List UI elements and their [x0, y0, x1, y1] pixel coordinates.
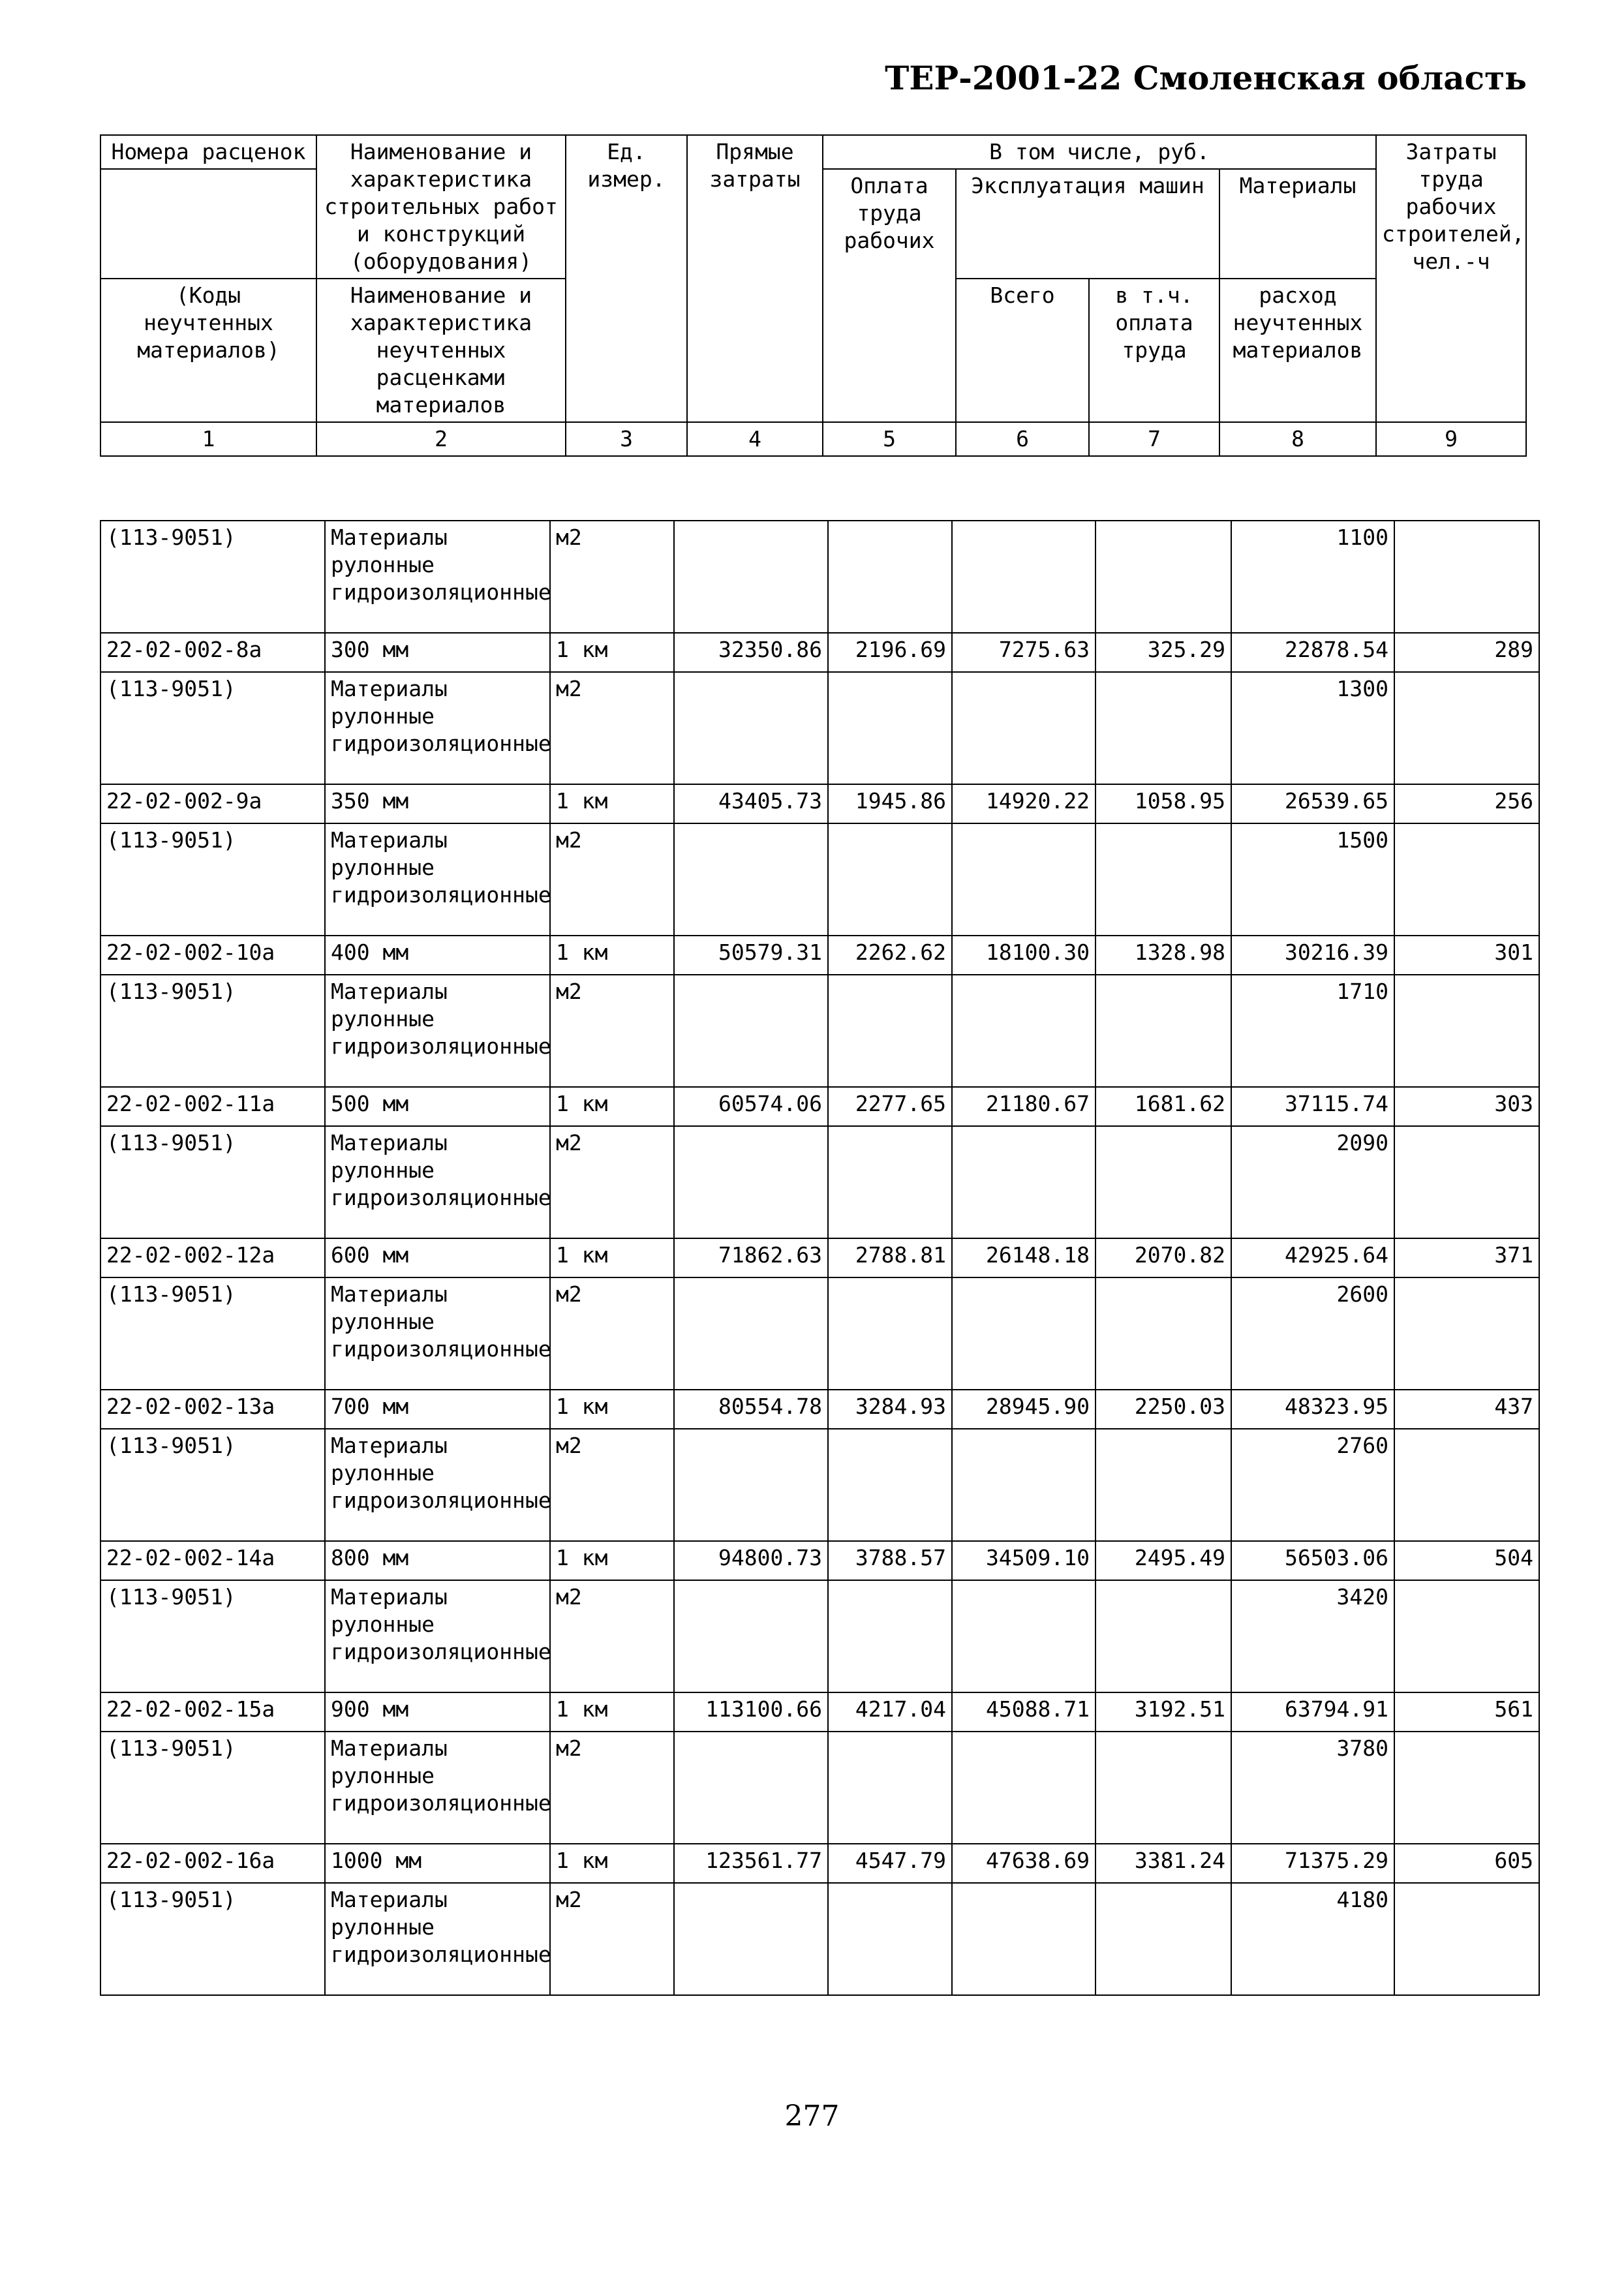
worker-pay-cell: [828, 672, 952, 784]
machine-total-cell: 34509.10: [952, 1541, 1095, 1580]
worker-pay-cell: 2788.81: [828, 1238, 952, 1277]
worker-pay-cell: 1945.86: [828, 784, 952, 823]
labor-hours-cell: [1394, 975, 1539, 1087]
labor-hours-cell: 561: [1394, 1692, 1539, 1732]
worker-pay-cell: [828, 1429, 952, 1541]
rate-code-cell: (113-9051): [100, 1277, 325, 1390]
column-number: 5: [823, 422, 956, 456]
materials-cell: 3780: [1231, 1732, 1394, 1844]
labor-hours-cell: 504: [1394, 1541, 1539, 1580]
machine-labor-cell: [1095, 1732, 1231, 1844]
rate-code-cell: 22-02-002-11a: [100, 1087, 325, 1126]
header-machine-labor: в т.ч. оплата труда: [1089, 279, 1219, 422]
labor-hours-cell: 437: [1394, 1390, 1539, 1429]
materials-cell: 30216.39: [1231, 936, 1394, 975]
machine-labor-cell: 325.29: [1095, 633, 1231, 672]
machine-labor-cell: 2495.49: [1095, 1541, 1231, 1580]
direct-costs-cell: [674, 521, 828, 633]
rate-code-cell: (113-9051): [100, 1883, 325, 1995]
machine-labor-cell: [1095, 975, 1231, 1087]
material-row: [100, 1277, 1539, 1390]
column-number: 2: [316, 422, 566, 456]
direct-costs-cell: 71862.63: [674, 1238, 828, 1277]
worker-pay-cell: 4217.04: [828, 1692, 952, 1732]
worker-pay-cell: [828, 823, 952, 936]
machine-total-cell: [952, 521, 1095, 633]
labor-hours-cell: [1394, 672, 1539, 784]
material-row: [100, 1580, 1539, 1692]
rate-code-cell: 22-02-002-16a: [100, 1844, 325, 1883]
rate-row: [100, 1541, 1539, 1580]
machine-labor-cell: [1095, 823, 1231, 936]
rate-code-cell: (113-9051): [100, 1126, 325, 1238]
work-name-cell: Материалы рулонные гидроизоляционные: [325, 672, 550, 784]
machine-total-cell: 7275.63: [952, 633, 1095, 672]
machine-labor-cell: 3381.24: [1095, 1844, 1231, 1883]
machine-labor-cell: [1095, 1277, 1231, 1390]
rate-code-cell: (113-9051): [100, 1732, 325, 1844]
rate-code-cell: (113-9051): [100, 672, 325, 784]
materials-cell: 26539.65: [1231, 784, 1394, 823]
machine-total-cell: [952, 1580, 1095, 1692]
rate-code-cell: (113-9051): [100, 823, 325, 936]
unit-cell: м2: [550, 975, 674, 1087]
machine-total-cell: [952, 1277, 1095, 1390]
unit-cell: м2: [550, 1429, 674, 1541]
worker-pay-cell: [828, 975, 952, 1087]
column-number: 6: [956, 422, 1089, 456]
machine-total-cell: 26148.18: [952, 1238, 1095, 1277]
header-direct-costs: Прямые затраты: [687, 135, 823, 422]
work-name-cell: 700 мм: [325, 1390, 550, 1429]
material-row: [100, 975, 1539, 1087]
machine-total-cell: [952, 672, 1095, 784]
labor-hours-cell: 289: [1394, 633, 1539, 672]
worker-pay-cell: 2262.62: [828, 936, 952, 975]
machine-labor-cell: [1095, 1883, 1231, 1995]
work-name-cell: 500 мм: [325, 1087, 550, 1126]
materials-cell: 37115.74: [1231, 1087, 1394, 1126]
labor-hours-cell: [1394, 1732, 1539, 1844]
direct-costs-cell: 60574.06: [674, 1087, 828, 1126]
rate-row: [100, 1844, 1539, 1883]
header-machine-total: Всего: [956, 279, 1089, 422]
rate-row: [100, 936, 1539, 975]
machine-labor-cell: [1095, 521, 1231, 633]
column-number: 9: [1376, 422, 1526, 456]
material-row: [100, 1883, 1539, 1995]
unit-cell: м2: [550, 521, 674, 633]
work-name-cell: Материалы рулонные гидроизоляционные: [325, 975, 550, 1087]
header-material-consumption: расход неучтенных материалов: [1219, 279, 1376, 422]
work-name-cell: 600 мм: [325, 1238, 550, 1277]
direct-costs-cell: 94800.73: [674, 1541, 828, 1580]
materials-cell: 1100: [1231, 521, 1394, 633]
labor-hours-cell: 301: [1394, 936, 1539, 975]
work-name-cell: Материалы рулонные гидроизоляционные: [325, 1429, 550, 1541]
rate-row: [100, 1087, 1539, 1126]
machine-labor-cell: 3192.51: [1095, 1692, 1231, 1732]
unit-cell: 1 км: [550, 1087, 674, 1126]
direct-costs-cell: [674, 975, 828, 1087]
rate-code-cell: 22-02-002-10a: [100, 936, 325, 975]
labor-hours-cell: [1394, 823, 1539, 936]
material-row: [100, 672, 1539, 784]
work-name-cell: Материалы рулонные гидроизоляционные: [325, 1126, 550, 1238]
unit-cell: м2: [550, 672, 674, 784]
column-number: 8: [1219, 422, 1376, 456]
worker-pay-cell: 2277.65: [828, 1087, 952, 1126]
machine-total-cell: [952, 1429, 1095, 1541]
machine-labor-cell: 2070.82: [1095, 1238, 1231, 1277]
machine-total-cell: 14920.22: [952, 784, 1095, 823]
unit-cell: 1 км: [550, 936, 674, 975]
machine-labor-cell: [1095, 1126, 1231, 1238]
unit-cell: 1 км: [550, 633, 674, 672]
materials-cell: 42925.64: [1231, 1238, 1394, 1277]
work-name-cell: 400 мм: [325, 936, 550, 975]
material-row: [100, 823, 1539, 936]
direct-costs-cell: 50579.31: [674, 936, 828, 975]
labor-hours-cell: 303: [1394, 1087, 1539, 1126]
worker-pay-cell: 4547.79: [828, 1844, 952, 1883]
direct-costs-cell: 123561.77: [674, 1844, 828, 1883]
worker-pay-cell: [828, 1732, 952, 1844]
direct-costs-cell: [674, 1883, 828, 1995]
direct-costs-cell: 32350.86: [674, 633, 828, 672]
work-name-cell: Материалы рулонные гидроизоляционные: [325, 1732, 550, 1844]
machine-total-cell: 47638.69: [952, 1844, 1095, 1883]
labor-hours-cell: [1394, 1277, 1539, 1390]
unit-cell: 1 км: [550, 1692, 674, 1732]
rate-code-cell: (113-9051): [100, 521, 325, 633]
rate-code-cell: 22-02-002-8a: [100, 633, 325, 672]
machine-total-cell: 28945.90: [952, 1390, 1095, 1429]
direct-costs-cell: [674, 1126, 828, 1238]
rate-code-cell: 22-02-002-13a: [100, 1390, 325, 1429]
rate-code-cell: 22-02-002-12a: [100, 1238, 325, 1277]
direct-costs-cell: [674, 1429, 828, 1541]
work-name-cell: Материалы рулонные гидроизоляционные: [325, 1883, 550, 1995]
materials-cell: 1500: [1231, 823, 1394, 936]
work-name-cell: 800 мм: [325, 1541, 550, 1580]
material-row: [100, 521, 1539, 633]
direct-costs-cell: [674, 672, 828, 784]
rate-code-cell: 22-02-002-14a: [100, 1541, 325, 1580]
worker-pay-cell: [828, 1277, 952, 1390]
header-unit: Ед. измер.: [566, 135, 687, 422]
material-row: [100, 1126, 1539, 1238]
header-materials: Материалы: [1219, 169, 1376, 279]
direct-costs-cell: [674, 1277, 828, 1390]
unit-cell: 1 км: [550, 1541, 674, 1580]
direct-costs-cell: 113100.66: [674, 1692, 828, 1732]
header-rate-numbers: Номера расценок: [100, 135, 316, 169]
materials-cell: 1710: [1231, 975, 1394, 1087]
work-name-cell: Материалы рулонные гидроизоляционные: [325, 1580, 550, 1692]
rate-row: [100, 784, 1539, 823]
materials-cell: 1300: [1231, 672, 1394, 784]
direct-costs-cell: 80554.78: [674, 1390, 828, 1429]
rate-code-cell: (113-9051): [100, 1580, 325, 1692]
worker-pay-cell: 2196.69: [828, 633, 952, 672]
machine-total-cell: 45088.71: [952, 1692, 1095, 1732]
worker-pay-cell: [828, 1126, 952, 1238]
material-row: [100, 1732, 1539, 1844]
machine-total-cell: 18100.30: [952, 936, 1095, 975]
column-number: 3: [566, 422, 687, 456]
labor-hours-cell: [1394, 1883, 1539, 1995]
work-name-cell: Материалы рулонные гидроизоляционные: [325, 521, 550, 633]
labor-hours-cell: [1394, 1126, 1539, 1238]
rate-row: [100, 1692, 1539, 1732]
unit-cell: 1 км: [550, 1844, 674, 1883]
unit-cell: м2: [550, 1126, 674, 1238]
materials-cell: 48323.95: [1231, 1390, 1394, 1429]
unit-cell: 1 км: [550, 1238, 674, 1277]
column-number: 4: [687, 422, 823, 456]
machine-total-cell: [952, 1126, 1095, 1238]
direct-costs-cell: [674, 1580, 828, 1692]
unit-cell: м2: [550, 1883, 674, 1995]
machine-total-cell: [952, 1732, 1095, 1844]
materials-cell: 3420: [1231, 1580, 1394, 1692]
worker-pay-cell: [828, 1883, 952, 1995]
direct-costs-cell: [674, 823, 828, 936]
machine-labor-cell: 2250.03: [1095, 1390, 1231, 1429]
materials-cell: 56503.06: [1231, 1541, 1394, 1580]
worker-pay-cell: 3284.93: [828, 1390, 952, 1429]
column-number: 7: [1089, 422, 1219, 456]
work-name-cell: Материалы рулонные гидроизоляционные: [325, 823, 550, 936]
unit-cell: м2: [550, 823, 674, 936]
labor-hours-cell: 605: [1394, 1844, 1539, 1883]
unit-cell: 1 км: [550, 784, 674, 823]
materials-cell: 4180: [1231, 1883, 1394, 1995]
direct-costs-cell: [674, 1732, 828, 1844]
machine-labor-cell: 1058.95: [1095, 784, 1231, 823]
unit-cell: м2: [550, 1277, 674, 1390]
materials-cell: 63794.91: [1231, 1692, 1394, 1732]
unit-cell: м2: [550, 1732, 674, 1844]
worker-pay-cell: [828, 521, 952, 633]
header-work-name: Наименование и характеристика строительных работ и конструкций (оборудования): [316, 135, 566, 279]
rate-row: [100, 633, 1539, 672]
materials-cell: 22878.54: [1231, 633, 1394, 672]
work-name-cell: 350 мм: [325, 784, 550, 823]
rate-code-cell: (113-9051): [100, 975, 325, 1087]
rate-code-cell: (113-9051): [100, 1429, 325, 1541]
labor-hours-cell: [1394, 521, 1539, 633]
rate-code-cell: 22-02-002-15a: [100, 1692, 325, 1732]
materials-cell: 71375.29: [1231, 1844, 1394, 1883]
rate-row: [100, 1238, 1539, 1277]
unit-cell: м2: [550, 1580, 674, 1692]
work-name-cell: 900 мм: [325, 1692, 550, 1732]
header-labor-hours: Затраты труда рабочих строителей, чел.-ч: [1376, 135, 1526, 422]
work-name-cell: 1000 мм: [325, 1844, 550, 1883]
machine-total-cell: [952, 1883, 1095, 1995]
machine-labor-cell: 1328.98: [1095, 936, 1231, 975]
worker-pay-cell: [828, 1580, 952, 1692]
header-blank-cell: [100, 169, 316, 279]
rate-code-cell: 22-02-002-9a: [100, 784, 325, 823]
header-material-name: Наименование и характеристика неучтенных расценками материалов: [316, 279, 566, 422]
header-material-codes: (Коды неучтенных материалов): [100, 279, 316, 422]
unit-cell: 1 км: [550, 1390, 674, 1429]
worker-pay-cell: 3788.57: [828, 1541, 952, 1580]
work-name-cell: 300 мм: [325, 633, 550, 672]
header-worker-pay: Оплата труда рабочих: [823, 169, 956, 422]
machine-total-cell: [952, 975, 1095, 1087]
page-number: 277: [784, 2100, 840, 2133]
labor-hours-cell: [1394, 1580, 1539, 1692]
materials-cell: 2760: [1231, 1429, 1394, 1541]
column-number: 1: [100, 422, 316, 456]
machine-labor-cell: [1095, 1580, 1231, 1692]
material-row: [100, 1429, 1539, 1541]
machine-labor-cell: [1095, 672, 1231, 784]
header-table: [100, 134, 1527, 457]
labor-hours-cell: 371: [1394, 1238, 1539, 1277]
header-machine-operation: Эксплуатация машин: [956, 169, 1219, 279]
machine-total-cell: [952, 823, 1095, 936]
machine-labor-cell: [1095, 1429, 1231, 1541]
work-name-cell: Материалы рулонные гидроизоляционные: [325, 1277, 550, 1390]
machine-total-cell: 21180.67: [952, 1087, 1095, 1126]
labor-hours-cell: [1394, 1429, 1539, 1541]
document-title: ТЕР-2001-22 Смоленская область: [885, 59, 1527, 97]
rates-table: [100, 520, 1540, 1996]
labor-hours-cell: 256: [1394, 784, 1539, 823]
header-including: В том числе, руб.: [823, 135, 1376, 169]
rate-row: [100, 1390, 1539, 1429]
materials-cell: 2090: [1231, 1126, 1394, 1238]
direct-costs-cell: 43405.73: [674, 784, 828, 823]
materials-cell: 2600: [1231, 1277, 1394, 1390]
machine-labor-cell: 1681.62: [1095, 1087, 1231, 1126]
